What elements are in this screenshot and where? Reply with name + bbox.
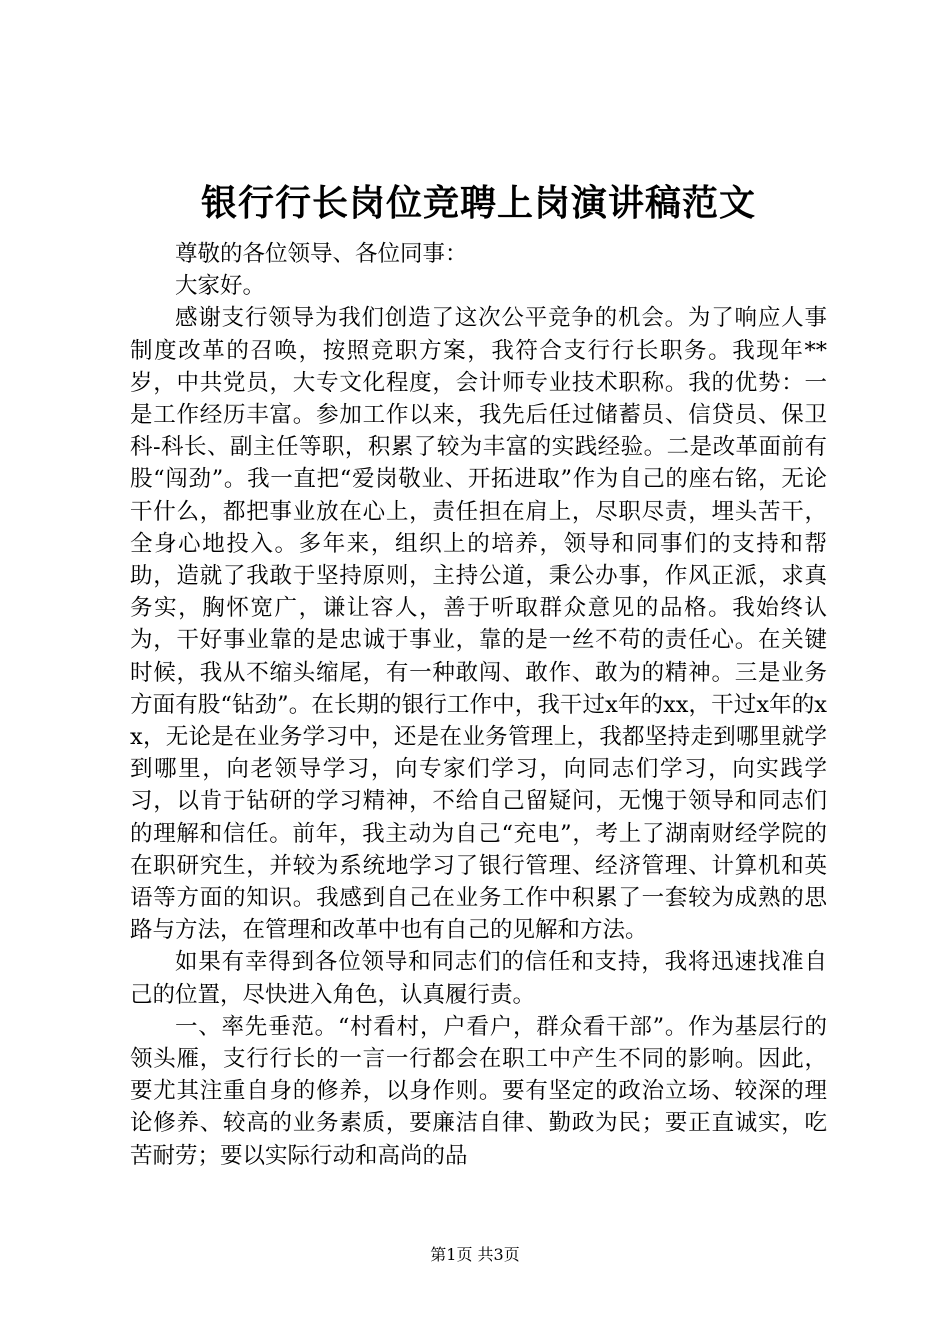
body-paragraph: 一、率先垂范。“村看村，户看户，群众看干部”。作为基层行的领头雁，支行行长的一言一行都会在职工中产生不同的影响。因此，要尤其注重自身的修养，以身作则。要有坚定的政治立场、较深的理论修养、较高的业务素质，要廉洁自律、勤政为民；要正直诚实，吃苦耐劳；要以实际行动和高尚的品 (130, 1013, 827, 1169)
page-footer: 第1页 共3页 (430, 1245, 520, 1264)
salutation: 尊敬的各位领导、各位同事： (175, 241, 468, 267)
body-paragraph: 感谢支行领导为我们创造了这次公平竞争的机会。为了响应人事制度改革的召唤，按照竞职方案，我符合支行行长职务。我现年**岁，中共党员，大专文化程度，会计师专业技术职称。我的优势：一是工作经历丰富。参加工作以来，我先后任过储蓄员、信贷员、保卫科-科长、副主任等职，积累了较为丰富的实践经验。二是改革面前有股“闯劲”。我一直把“爱岗敬业、开拓进取”作为自己的座右铭，无论干什么，都把事业放在心上，责任担在肩上，尽职尽责，埋头苦干，全身心地投入。多年来，组织上的培养，领导和同事们的支持和帮助，造就了我敢于坚持原则，主持公道，秉公办事，作风正派，求真务实，胸怀宽广，谦让容人，善于听取群众意见的品格。我始终认为，干好事业靠的是忠诚于事业，靠的是一丝不苟的责任心。在关键时候，我从不缩头缩尾，有一种敢闯、敢作、敢为的精神。三是业务方面有股“钻劲”。在长期的银行工作中，我干过x年的xx，干过x年的xx，无论是在业务学习中，还是在业务管理上，我都坚持走到哪里就学到哪里，向老领导学习，向专家们学习，向同志们学习，向实践学习，以肯于钻研的学习精神，不给自己留疑问，无愧于领导和同志们的理解和信任。前年，我主动为自己“充电”，考上了湖南财经学院的在职研究生，并较为系统地学习了银行管理、经济管理、计算机和英语等方面的知识。我感到自己在业务工作中积累了一套较为成熟的思路与方法，在管理和改革中也有自己的见解和方法。 (130, 305, 827, 944)
body-paragraph: 如果有幸得到各位领导和同志们的信任和支持，我将迅速找准自己的位置，尽快进入角色，认真履行责。 (130, 949, 827, 1008)
document-body (130, 238, 827, 1172)
document-title: 银行行长岗位竞聘上岗演讲稿范文 (200, 183, 756, 224)
greeting: 大家好。 (175, 273, 266, 300)
